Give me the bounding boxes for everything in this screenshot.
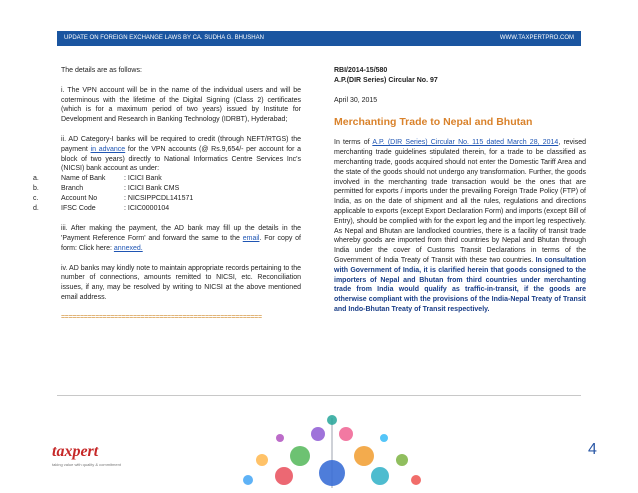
footer-illustration	[218, 398, 446, 488]
intro-text: The details are as follows:	[61, 67, 142, 74]
paragraph-reference-text: iii. After making the payment, the AD bank may fill up the details in the 'Payment Reference Form' and forward the same to the	[61, 225, 301, 242]
circular-115-link[interactable]: A.P. (DIR Series) Circular No. 115 dated March 28, 2014	[372, 139, 559, 147]
list-value: : ICIC0000104	[124, 205, 170, 213]
list-label: b.	[33, 185, 39, 193]
paragraph-vpn-account: i. The VPN account will be in the name of the individual users and will be coterminous with the lifetime of the Digital Signing (Class 2) certificates (which is for a maximum period of two years) issued by Institute for Development and Research in Banking Technology (IDRBT), Hyderabad;	[61, 86, 301, 124]
paragraph-payment-text: ii. AD Category-I banks will be required to credit (through NEFT/RTGS) the payment	[61, 135, 301, 153]
paragraph-records: iv. AD banks may kindly note to maintain appropriate records pertaining to the number of connections, amounts remitted to NICSI, etc. Reconciliation issues, if any, may be resolved by writing to NICSI at the above mentioned email address.	[61, 264, 301, 301]
list-item	[33, 194, 301, 204]
email-link[interactable]: email	[242, 234, 260, 242]
paragraph-payment	[61, 135, 301, 174]
list-item	[33, 184, 301, 194]
list-key: Name of Bank	[61, 175, 106, 183]
taxpert-logo	[50, 443, 130, 469]
header-title: UPDATE ON FOREIGN EXCHANGE LAWS BY CA. SUDHA G. BHUSHAN	[64, 35, 264, 41]
list-item	[33, 174, 301, 184]
list-value: : ICICI Bank	[124, 175, 162, 183]
left-column	[33, 66, 302, 323]
header-bar	[57, 31, 581, 46]
circular-number: A.P.(DIR Series) Circular No. 97	[334, 76, 438, 84]
list-label: a.	[33, 175, 39, 183]
paragraph-reference-text-2: . For copy of form: Click here:	[61, 234, 301, 252]
list-item	[33, 204, 301, 214]
paragraph-payment-text-2: for the VPN accounts (@ Rs.9,654/- per account for a block of two years) directly to National Informatics Centre Services Inc's (NICSI) bank account as under:	[61, 145, 302, 173]
paragraph-payment-reference	[61, 224, 301, 253]
section-heading: Merchanting Trade to Nepal and Bhutan	[334, 116, 533, 129]
list-value: : ICICI Bank CMS	[124, 185, 180, 193]
in-advance-link[interactable]: in advance	[90, 145, 126, 153]
clarification-text: In consultation with Government of India, it is clarified herein that goods consigned to the importers of Nepal and Bhutan from third countries under merchanting trade from India would qualify as traffic-in-transit, if the goods are otherwise compliant with the provisions of the India-Nepal Treaty of Transit and Indo-Bhutan Treaty of Transit respectively.	[334, 256, 587, 313]
footer-rule	[57, 395, 581, 396]
list-key: IFSC Code	[61, 205, 96, 213]
list-value: : NICSIPPCDL141571	[124, 195, 194, 203]
merchanting-trade-paragraph	[334, 138, 586, 314]
body-text-2: , revised merchanting trade guidelines stipulated therein, for a trade to be classified as merchanting trade, goods acquired should not enter the Domestic Tariff Area and the state of the goods should not undergo any transformation. Further, the goods involved in the merchanting trade transaction would be the ones that are permitted for exports / imports under the prevailing Foreign Trade Policy (FTP) of India, as on the date of shipment and all the rules, regulations and directions applicable to exports (except Export Declaration Form) and imports (except Bill of Entry), should be complied with for the export leg and the import leg respectively. As Nepal and Bhutan are landlocked countries, there is a facility of transit trade whereby goods are imported from third countries by Nepal and Bhutan through India under the cover of Customs Transit Declarations in terms of the Government of India Treaty of Transit with these two countries.	[334, 139, 587, 264]
separator-line: =====================================================	[61, 313, 262, 321]
list-key: Branch	[61, 185, 84, 193]
annexed-link[interactable]: annexed.	[113, 244, 143, 252]
circular-reference: RBI/2014-15/580	[334, 67, 388, 74]
logo-tagline: taking value with quality & commitment	[52, 462, 121, 467]
bank-details-list	[33, 174, 301, 214]
right-column	[334, 66, 586, 315]
list-label: d.	[33, 205, 39, 213]
page-number: 4	[588, 441, 597, 458]
body-text: In terms of	[334, 139, 373, 147]
list-label: c.	[33, 195, 39, 203]
list-key: Account No	[61, 195, 98, 203]
circular-date: April 30, 2015	[334, 96, 378, 104]
header-website: WWW.TAXPERTPRO.COM	[499, 35, 574, 41]
logo-text: taxpert	[52, 443, 99, 460]
